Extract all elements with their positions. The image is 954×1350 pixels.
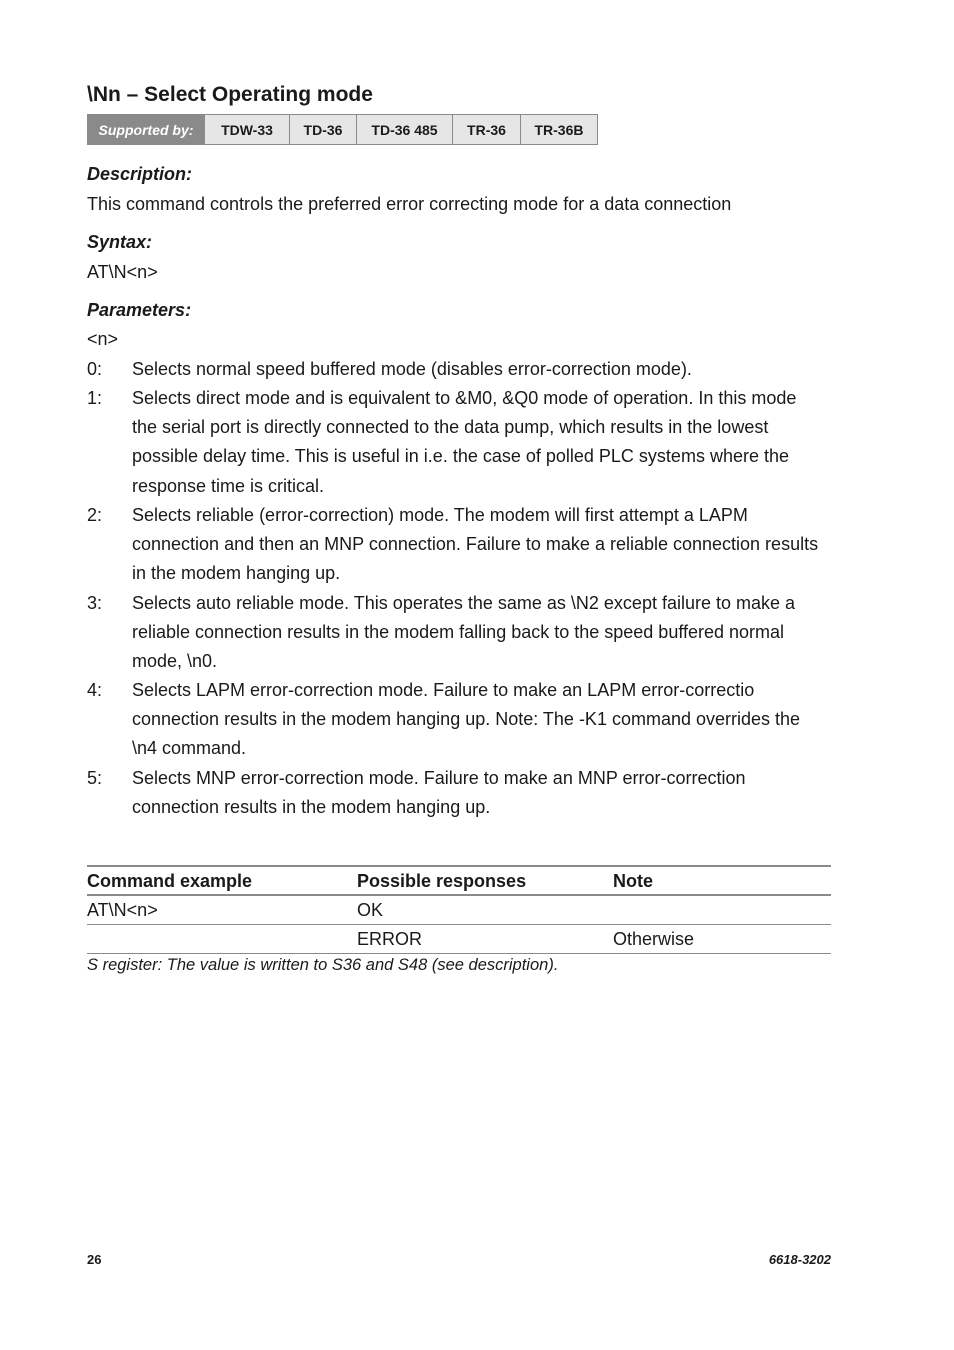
- table-cell: AT\N<n>: [87, 900, 158, 920]
- table-header-row: [87, 865, 831, 896]
- table-cell: Otherwise: [613, 929, 695, 949]
- supported-model: TD-36: [289, 115, 356, 144]
- parameter-placeholder: <n>: [87, 329, 119, 349]
- description-heading: Description:: [87, 164, 193, 184]
- table-header-cell: Note: [613, 871, 653, 891]
- parameter-description: Selects auto reliable mode. This operates the same as \N2 except failure to make a reliable connection results in the modem falling back to the speed buffered normal mode, \n0.: [132, 593, 796, 672]
- parameter-number: 2:: [87, 505, 103, 525]
- table-header-cell: Command example: [87, 871, 253, 891]
- page-number: 26: [87, 1252, 102, 1267]
- supported-model: TR-36B: [520, 115, 597, 144]
- parameter-description: Selects direct mode and is equivalent to &M0, &Q0 mode of operation. In this mode the serial port is directly connected to the data pump, which results in the lowest possible delay time. This is useful in i.e. the case of polled PLC systems where the response time is critical.: [132, 388, 797, 496]
- supported-model: TR-36: [452, 115, 520, 144]
- parameter-description: Selects normal speed buffered mode (disables error-correction mode).: [132, 359, 692, 379]
- syntax-heading: Syntax:: [87, 232, 153, 252]
- supported-model: TD-36 485: [356, 115, 452, 144]
- s-register-note: S register: The value is written to S36 and S48 (see description).: [87, 956, 559, 974]
- command-table: [87, 865, 831, 954]
- parameters-heading: Parameters:: [87, 300, 192, 320]
- page-title: \Nn – Select Operating mode: [87, 83, 373, 106]
- parameter-number: 0:: [87, 359, 103, 379]
- description-text: This command controls the preferred error correcting mode for a data connection: [87, 194, 732, 214]
- table-row: [87, 925, 831, 954]
- document-number: 6618-3202: [768, 1252, 831, 1267]
- table-header-cell: Possible responses: [357, 871, 527, 891]
- parameter-description: Selects MNP error-correction mode. Failure to make an MNP error-correction connection results in the modem hanging up.: [132, 768, 746, 818]
- parameter-description: Selects LAPM error-correction mode. Failure to make an LAPM error-correctio connection results in the modem hanging up. Note: The -K1 command overrides the \n4 command.: [132, 680, 801, 759]
- parameter-number: 1:: [87, 388, 103, 408]
- supported-by-bar: [87, 114, 598, 145]
- supported-model: TDW-33: [204, 115, 289, 144]
- parameter-number: 3:: [87, 593, 103, 613]
- syntax-text: AT\N<n>: [87, 262, 158, 282]
- table-row: [87, 896, 831, 925]
- table-cell: OK: [357, 900, 384, 920]
- supported-by-label: Supported by:: [88, 115, 204, 144]
- parameter-description: Selects reliable (error-correction) mode. The modem will first attempt a LAPM connection and then an MNP connection. Failure to make a reliable connection results in the modem hanging up.: [132, 505, 819, 584]
- parameter-number: 4:: [87, 680, 103, 700]
- table-cell: ERROR: [357, 929, 423, 949]
- parameter-number: 5:: [87, 768, 103, 788]
